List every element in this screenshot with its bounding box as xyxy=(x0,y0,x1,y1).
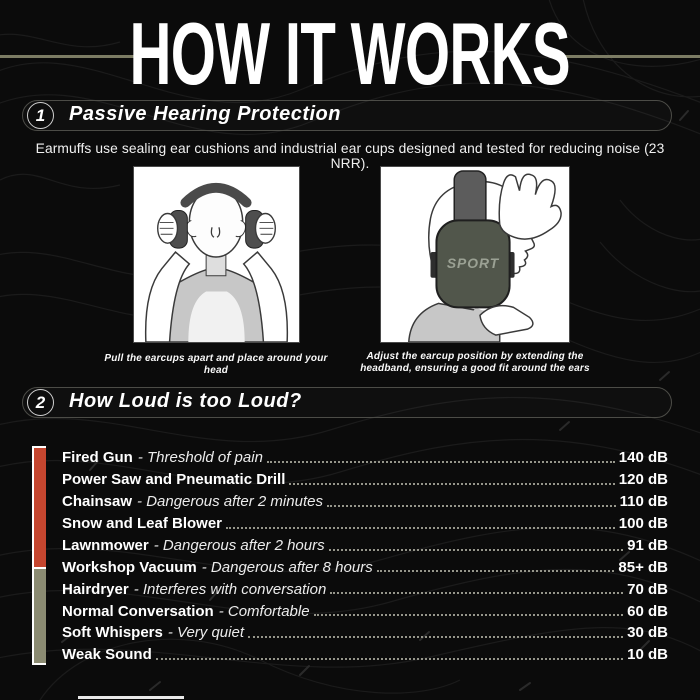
loudness-rows xyxy=(62,446,668,665)
dotted-leader xyxy=(330,592,623,594)
sound-descriptor: - Interferes with conversation xyxy=(133,580,327,598)
dotted-leader xyxy=(327,505,616,507)
table-row xyxy=(62,643,668,665)
side-view-illustration xyxy=(381,167,569,342)
sound-label: Workshop Vacuum xyxy=(62,558,197,576)
figure-2-caption: Adjust the earcup position by extending the headband, ensuring a good fit around the ears xyxy=(360,351,590,374)
table-row xyxy=(62,490,668,512)
section-2-header xyxy=(22,387,672,418)
table-row xyxy=(62,512,668,534)
table-row xyxy=(62,577,668,599)
decibel-value: 91 dB xyxy=(627,536,668,554)
figure-adjust-headband xyxy=(380,166,570,343)
decibel-value: 110 dB xyxy=(619,492,668,510)
dotted-leader xyxy=(329,549,624,551)
earmuff-description: Earmuffs use sealing ear cushions and industrial ear cups designed and tested for reducing noise (23 NRR). xyxy=(35,141,665,171)
sound-descriptor: - Very quiet xyxy=(167,624,244,642)
section-1-header xyxy=(22,100,672,131)
table-row xyxy=(62,556,668,578)
sound-label: Lawnmower xyxy=(62,536,149,554)
dotted-leader xyxy=(377,570,615,572)
dotted-leader xyxy=(289,483,614,485)
decibel-value: 85+ dB xyxy=(618,558,668,576)
decibel-value: 30 dB xyxy=(627,624,668,642)
table-row xyxy=(62,599,668,621)
table-row xyxy=(62,468,668,490)
hand-left xyxy=(158,213,178,243)
page-title: HOW IT WORKS xyxy=(129,4,571,103)
dotted-leader xyxy=(314,614,624,616)
table-row xyxy=(62,534,668,556)
figure-pull-earcups xyxy=(133,166,300,343)
sound-label: Chainsaw xyxy=(62,492,133,510)
section-2-number-badge: 2 xyxy=(27,389,54,416)
sound-label: Soft Whispers xyxy=(62,624,163,642)
section-1-heading: Passive Hearing Protection xyxy=(69,103,341,125)
section-1-number-badge: 1 xyxy=(27,102,54,129)
adjusting-hand xyxy=(499,174,561,239)
decibel-value: 60 dB xyxy=(627,602,668,620)
decibel-value: 140 dB xyxy=(618,449,668,467)
loudness-table xyxy=(32,446,668,665)
sound-label: Fired Gun xyxy=(62,449,133,467)
decibel-value: 100 dB xyxy=(618,514,668,532)
dotted-leader xyxy=(248,636,623,638)
safe-zone-segment xyxy=(34,569,46,663)
section-2-heading: How Loud is too Loud? xyxy=(69,390,302,412)
sound-descriptor: - Threshold of pain xyxy=(137,449,263,467)
decibel-value: 120 dB xyxy=(618,471,668,489)
dotted-leader xyxy=(267,461,615,463)
decibel-value: 70 dB xyxy=(627,580,668,598)
loudness-level-bar xyxy=(32,446,46,665)
table-row xyxy=(62,446,668,468)
sound-descriptor: - Dangerous after 2 minutes xyxy=(137,492,323,510)
table-row xyxy=(62,621,668,643)
danger-zone-segment xyxy=(34,448,46,567)
dotted-leader xyxy=(156,658,623,660)
sound-label: Power Saw and Pneumatic Drill xyxy=(62,471,286,489)
sound-descriptor: - Dangerous after 2 hours xyxy=(153,536,325,554)
cropped-next-section-edge xyxy=(78,696,184,699)
bar-bracket-bottom-tick xyxy=(32,663,46,665)
sound-label: Hairdryer xyxy=(62,580,129,598)
sound-descriptor: - Comfortable xyxy=(218,602,310,620)
decibel-value: 10 dB xyxy=(627,646,668,664)
figure-1-caption: Pull the earcups apart and place around your head xyxy=(104,353,328,376)
sound-label: Weak Sound xyxy=(62,646,152,664)
hand-right xyxy=(256,213,276,243)
header xyxy=(0,4,700,103)
sound-label: Normal Conversation xyxy=(62,602,214,620)
sound-descriptor: - Dangerous after 8 hours xyxy=(201,558,373,576)
front-view-illustration xyxy=(134,167,299,342)
earmuff-brand-label: SPORT xyxy=(446,254,500,271)
dotted-leader xyxy=(226,527,615,529)
holding-hand xyxy=(480,306,533,335)
sound-label: Snow and Leaf Blower xyxy=(62,514,223,532)
